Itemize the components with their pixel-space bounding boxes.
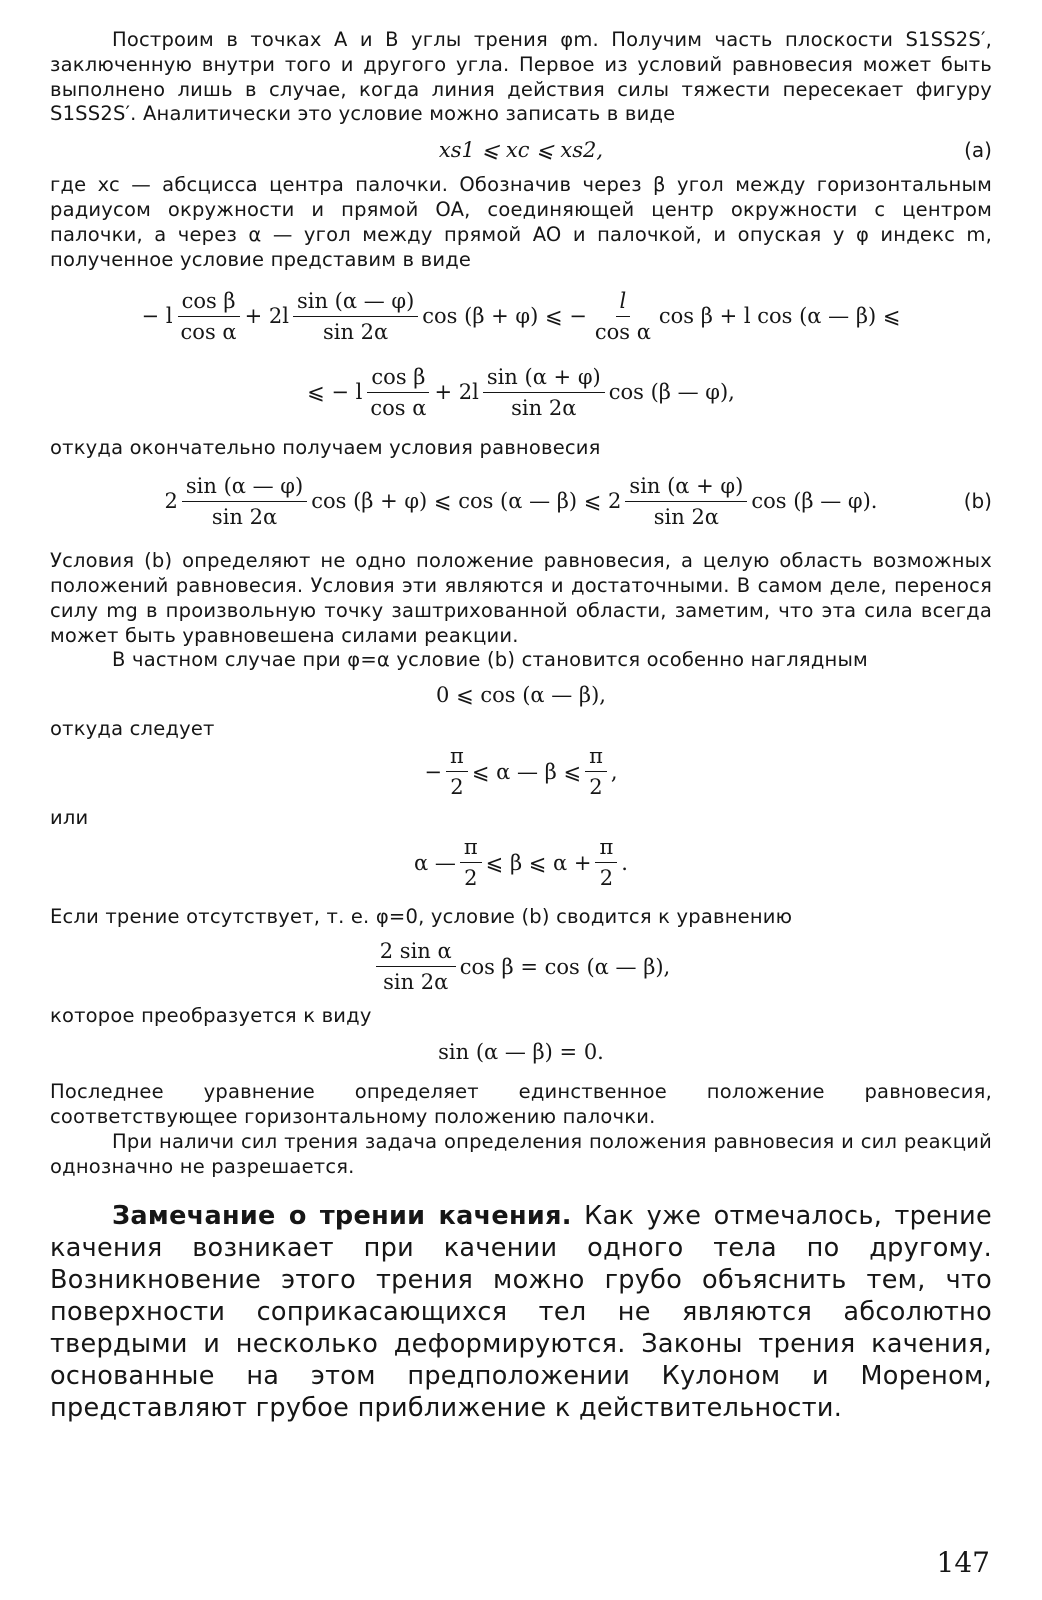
equation-b-tag: (b) (963, 489, 992, 514)
eqd-mid: ⩽ α — β ⩽ (471, 759, 582, 784)
eqd-f2-den: 2 (589, 775, 603, 800)
eqb-term1-pre: 2 (164, 489, 178, 514)
paragraph-3: откуда окончательно получаем условия равновесия (50, 436, 601, 460)
eqf-post: cos β = cos (α — β), (459, 954, 671, 979)
eq1-fraction-2 (293, 288, 418, 345)
eqf-den: sin 2α (383, 970, 449, 995)
equation-e (50, 827, 992, 899)
eq2-f1-num: cos β (367, 364, 429, 393)
equation-c (50, 673, 992, 717)
eqe-f1-num: π (460, 834, 482, 863)
eqe-post: . (621, 850, 628, 875)
paragraph-10: Последнее уравнение определяет единственное положение равновесия, соответствующее горизонтальному положению палочки. (50, 1080, 992, 1129)
paragraph-5: В частном случае при φ=α условие (b) становится особенно наглядным (112, 648, 868, 672)
eqd-post: , (610, 759, 618, 784)
eqd-pre: − (424, 759, 443, 784)
paragraph-6: откуда следует (50, 717, 215, 741)
eq2-term1-pre: ⩽ − l (307, 380, 363, 405)
eqd-f1-num: π (446, 743, 468, 772)
paragraph-4: Условия (b) определяют не одно положение равновесия, а целую область возможных положений равновесия. Условия эти являются и достаточными. В самом деле, перенося силу mg в произвольную точку заштрихованной области, заметим, что эта сила всегда может быть уравновешена силами реакции. (50, 549, 992, 647)
equation-a-text: xs1 ⩽ xc ⩽ xs2, (438, 138, 604, 163)
page-body (50, 28, 992, 1424)
eqe-f1-den: 2 (464, 866, 478, 891)
eqe-mid: ⩽ β ⩽ α + (485, 850, 592, 875)
paragraph-9: которое преобразуется к виду (50, 1003, 372, 1027)
eq1-f1-den: cos α (180, 319, 237, 344)
eqf-fraction (376, 938, 456, 995)
page-number: 147 (936, 1546, 990, 1579)
eq2-fraction-1 (366, 364, 430, 421)
eqe-f2-num: π (595, 834, 617, 863)
remark-paragraph (50, 1200, 992, 1424)
equation-g (50, 1028, 992, 1076)
equation-f (50, 930, 992, 1004)
eq2-term2-pre: + 2l (434, 380, 479, 405)
eq2-f2-num: sin (α + φ) (483, 364, 605, 393)
remark-title: Замечание о трении качения. (112, 1200, 572, 1231)
eqb-f2-den: sin 2α (653, 504, 719, 529)
paragraph-11: При наличи сил трения задача определения положения равновесия и сил реакций однозначно не разрешается. (50, 1129, 992, 1178)
eq2-term2-post: cos (β — φ), (608, 380, 735, 405)
eqb-term2-post: cos (β — φ). (751, 489, 878, 514)
eqe-pre: α — (414, 850, 456, 875)
eq2-f1-den: cos α (370, 395, 427, 420)
eq1-term1-pre: − l (141, 304, 173, 329)
eq1-term3-post: cos β + l cos (α — β) ⩽ (658, 304, 901, 329)
paragraph-2: где xc — абсцисса центра палочки. Обозначив через β угол между горизонтальным радиусом окружности и прямой OA, соединяющей центр окружности с центром палочки, а через α — угол между прямой AO и палочкой, и опуская у φ индекс m, полученное условие представим в виде (50, 173, 992, 271)
eq1-term2-pre: + 2l (244, 304, 289, 329)
equation-d (50, 738, 992, 806)
eqb-fraction-2 (625, 473, 747, 530)
equation-a (50, 127, 992, 173)
equation-c-text: 0 ⩽ cos (α — β), (436, 683, 606, 708)
eqd-fraction-2 (585, 743, 607, 800)
eqd-f1-den: 2 (450, 775, 464, 800)
equation-long-2 (50, 354, 992, 430)
eqf-num: 2 sin α (376, 938, 456, 967)
eq1-fraction-3 (591, 288, 655, 345)
paragraph-8: Если трение отсутствует, т. е. φ=0, условие (b) сводится к уравнению (50, 904, 793, 928)
eq2-f2-den: sin 2α (511, 395, 577, 420)
eq1-f3-num: l (616, 288, 631, 317)
eqe-fraction-2 (595, 834, 617, 891)
paragraph-1: Построим в точках A и B углы трения φm. Получим часть плоскости S1SS2S′, заключенную внутри того и другого угла. Первое из условий равновесия может быть выполнено лишь в случае, когда линия действия силы тяжести пересекает фигуру S1SS2S′. Аналитически это условие можно записать в виде (50, 28, 992, 126)
eqe-f2-den: 2 (599, 866, 614, 891)
eq1-fraction-1 (177, 288, 241, 345)
eqb-f1-num: sin (α — φ) (182, 473, 307, 502)
eqb-fraction-1 (182, 473, 307, 530)
paragraph-7: или (50, 805, 89, 829)
eqe-fraction-1 (460, 834, 482, 891)
equation-a-tag: (a) (964, 138, 992, 163)
eq2-fraction-2 (483, 364, 605, 421)
eq1-f2-num: sin (α — φ) (293, 288, 418, 317)
eq1-f3-den: cos α (594, 319, 651, 344)
eqb-f1-den: sin 2α (211, 504, 278, 529)
eqb-f2-num: sin (α + φ) (625, 473, 747, 502)
eq1-f2-den: sin 2α (322, 319, 389, 344)
eqd-f2-num: π (585, 743, 607, 772)
remark-body: Как уже отмечалось, трение качения возникает при качении одного тела по другому. Возникновение этого трения можно грубо объяснить тем, что поверхности соприкасающихся тел не являются абсолютно твердыми и несколько деформируются. Законы трения качения, основанные на этом предположении Кулоном и Мореном, представляют грубое приближение к действительности. (50, 1200, 992, 1423)
eqb-term1-post: cos (β + φ) ⩽ cos (α — β) ⩽ 2 (311, 489, 622, 514)
eq1-term2-post: cos (β + φ) ⩽ − (422, 304, 587, 329)
equation-b (50, 461, 992, 541)
eqd-fraction-1 (446, 743, 468, 800)
eq1-f1-num: cos β (178, 288, 240, 317)
equation-g-text: sin (α — β) = 0. (438, 1040, 604, 1065)
equation-long-1 (50, 278, 992, 354)
